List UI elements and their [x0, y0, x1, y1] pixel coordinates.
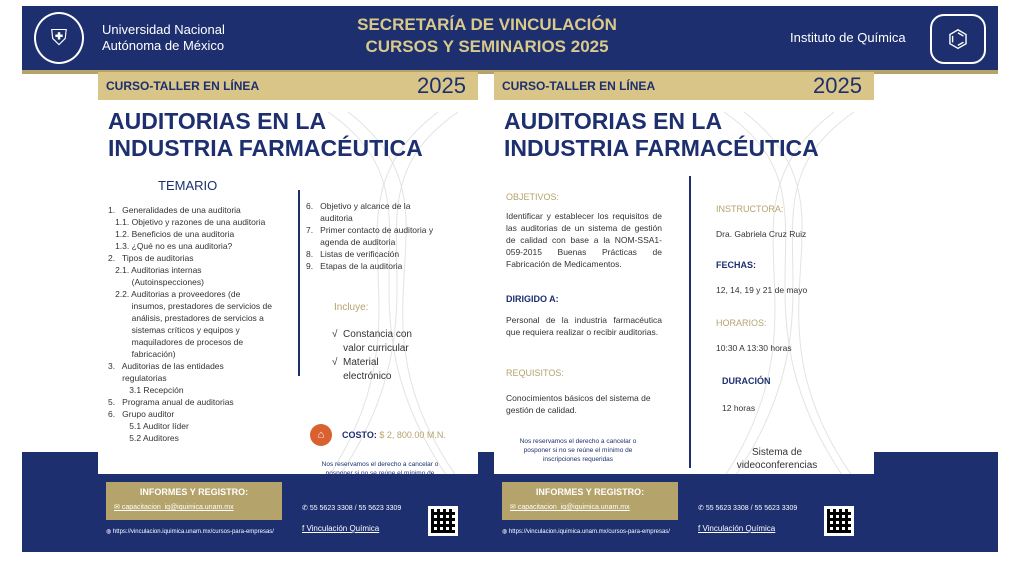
temario-item: 6. Objetivo y alcance de la [306, 201, 411, 211]
requisitos-label: REQUISITOS: [506, 368, 564, 378]
cancel-note: Nos reservamos el derecho a cancelar o [321, 461, 439, 468]
qr-code [428, 506, 458, 536]
temario-item: 7. Primer contacto de auditoria y [306, 225, 434, 235]
horarios-value: 10:30 A 13:30 horas [716, 343, 792, 353]
phone-icon: ✆ [698, 505, 706, 512]
facebook-icon: f [302, 524, 307, 533]
temario-item: 2.1. Auditorias internas [108, 265, 202, 275]
temario-item: (Autoinspecciones) [108, 277, 204, 287]
institute-name: Instituto de Química [790, 30, 906, 45]
temario-item: maquiladores de procesos de [108, 337, 244, 347]
requisitos-text: Conocimientos básicos del sistema de gestión de calidad. [506, 393, 651, 415]
course-year: 2025 [813, 73, 862, 98]
right-flyer [494, 72, 874, 545]
incluye-label: Incluye: [334, 302, 369, 313]
objetivos-label: OBJETIVOS: [506, 192, 560, 202]
facebook-link[interactable]: f Vinculación Química [302, 524, 380, 533]
incluye-item: √ Constancia con [332, 329, 412, 340]
phone: ✆ 55 5623 3308 / 55 5623 3309 [698, 505, 798, 512]
incluye-list [332, 328, 412, 384]
temario-item: auditoria [306, 213, 353, 223]
incluye-item: valor curricular [332, 343, 409, 354]
dirigido-label: DIRIGIDO A: [506, 294, 559, 304]
temario-item: fabricación) [108, 349, 176, 359]
temario-label: TEMARIO [158, 178, 218, 193]
mail-icon: ✉ [114, 504, 122, 511]
temario-list-a [108, 204, 298, 444]
institute-logo: ⌬ [930, 14, 986, 64]
dna-decoration [704, 112, 874, 492]
university-name: Universidad Nacional Autónoma de México [102, 22, 225, 53]
course-tag: CURSO-TALLER EN LÍNEA [106, 79, 260, 93]
fechas-value: 12, 14, 19 y 21 de mayo [716, 285, 808, 295]
vertical-divider [298, 190, 300, 376]
temario-item: regulatorias [108, 373, 167, 383]
unam-shield-logo: ⛨ [34, 12, 84, 64]
vertical-divider [689, 176, 691, 468]
temario-item: 3. Auditorias de las entidades [108, 361, 224, 371]
globe-icon: ◍ [106, 529, 113, 535]
temario-item: 2. Tipos de auditorias [108, 253, 194, 263]
temario-item: análisis, prestadores de servicios a [108, 313, 264, 323]
cost: COSTO: $ 2, 800.00 M.N. [342, 430, 446, 440]
temario-item: 5.2 Auditores [108, 433, 179, 443]
temario-item: 1.2. Beneficios de una auditoria [108, 229, 235, 239]
price-tag-icon: ⌂ [310, 424, 332, 446]
temario-item: 9. Etapas de la auditoria [306, 261, 403, 271]
email-link[interactable]: ✉ capacitacion_iq@iquimica.unam.mx [510, 504, 630, 511]
left-flyer [98, 72, 478, 545]
temario-item: 1.1. Objetivo y razones de una auditoria [108, 217, 266, 227]
mail-icon: ✉ [510, 504, 518, 511]
temario-item: 5. Programa anual de auditorias [108, 397, 234, 407]
temario-item: 5.1 Auditor líder [108, 421, 189, 431]
temario-item: insumos, prestadores de servicios de [108, 301, 272, 311]
incluye-item: electrónico [332, 371, 392, 382]
fechas-label: FECHAS: [716, 260, 756, 270]
header-title: SECRETARÍA DE VINCULACIÓN CURSOS Y SEMINARIOS 2025 [357, 15, 617, 56]
course-year: 2025 [417, 73, 466, 98]
info-box: INFORMES Y REGISTRO: ✉ capacitacion_iq@iquimica.unam.mx [502, 482, 678, 520]
temario-item: sistemas críticos y equipos y [108, 325, 240, 335]
duracion-value: 12 horas [722, 403, 756, 413]
info-box: INFORMES Y REGISTRO: ✉ capacitacion_iq@iquimica.unam.mx [106, 482, 282, 520]
temario-item: 1. Generalidades de una auditoria [108, 205, 241, 215]
zoom-system: Sistema de videoconferencias [736, 447, 818, 471]
incluye-item: √ Material [332, 357, 379, 368]
phone: ✆ 55 5623 3308 / 55 5623 3309 [302, 505, 402, 512]
qr-code [824, 506, 854, 536]
phone-icon: ✆ [302, 505, 310, 512]
temario-item: 3.1 Recepción [108, 385, 184, 395]
course-title: AUDITORIAS EN LA INDUSTRIA FARMACÉUTICA [504, 108, 819, 161]
instructora-label: INSTRUCTORA: [716, 204, 784, 214]
facebook-icon: f [698, 524, 703, 533]
horarios-label: HORARIOS: [716, 318, 767, 328]
tag-bar [98, 72, 478, 100]
header [22, 6, 998, 70]
course-tag: CURSO-TALLER EN LÍNEA [502, 79, 656, 93]
web-link[interactable]: ◍ https://vinculacion.iquimica.unam.mx/cursos-para-empresas/ [106, 529, 274, 535]
tag-bar [494, 72, 874, 100]
temario-item: agenda de auditoria [306, 237, 396, 247]
facebook-link[interactable]: f Vinculación Química [698, 524, 776, 533]
objetivos-text: Identificar y establecer los requisitos de las auditorias de un sistema de gestión de calidad con base a la NOM-SSA1-059-2015 Buenas Prácticas de Fabricación de Medicamentos. [506, 211, 662, 269]
web-link[interactable]: ◍ https://vinculacion.iquimica.unam.mx/cursos-para-empresas/ [502, 529, 670, 535]
temario-list-b [306, 200, 476, 272]
globe-icon: ◍ [502, 529, 509, 535]
instructora-name: Dra. Gabriela Cruz Ruiz [716, 229, 807, 239]
cancel-note: Nos reservamos el derecho a cancelar o posponer si no se reúne el mínimo de inscripciones requeridas [519, 438, 637, 463]
course-title: AUDITORIAS EN LA INDUSTRIA FARMACÉUTICA [108, 108, 423, 161]
temario-item: 2.2. Auditorias a proveedores (de [108, 289, 241, 299]
temario-item: 8. Listas de verificación [306, 249, 400, 259]
email-link[interactable]: ✉ capacitacion_iq@iquimica.unam.mx [114, 504, 234, 511]
temario-item: 6. Grupo auditor [108, 409, 175, 419]
duracion-label: DURACIÓN [722, 376, 771, 386]
dirigido-text: Personal de la industria farmacéutica que requiera realizar o recibir auditorias. [506, 315, 662, 337]
temario-item: 1.3. ¿Qué no es una auditoria? [108, 241, 233, 251]
